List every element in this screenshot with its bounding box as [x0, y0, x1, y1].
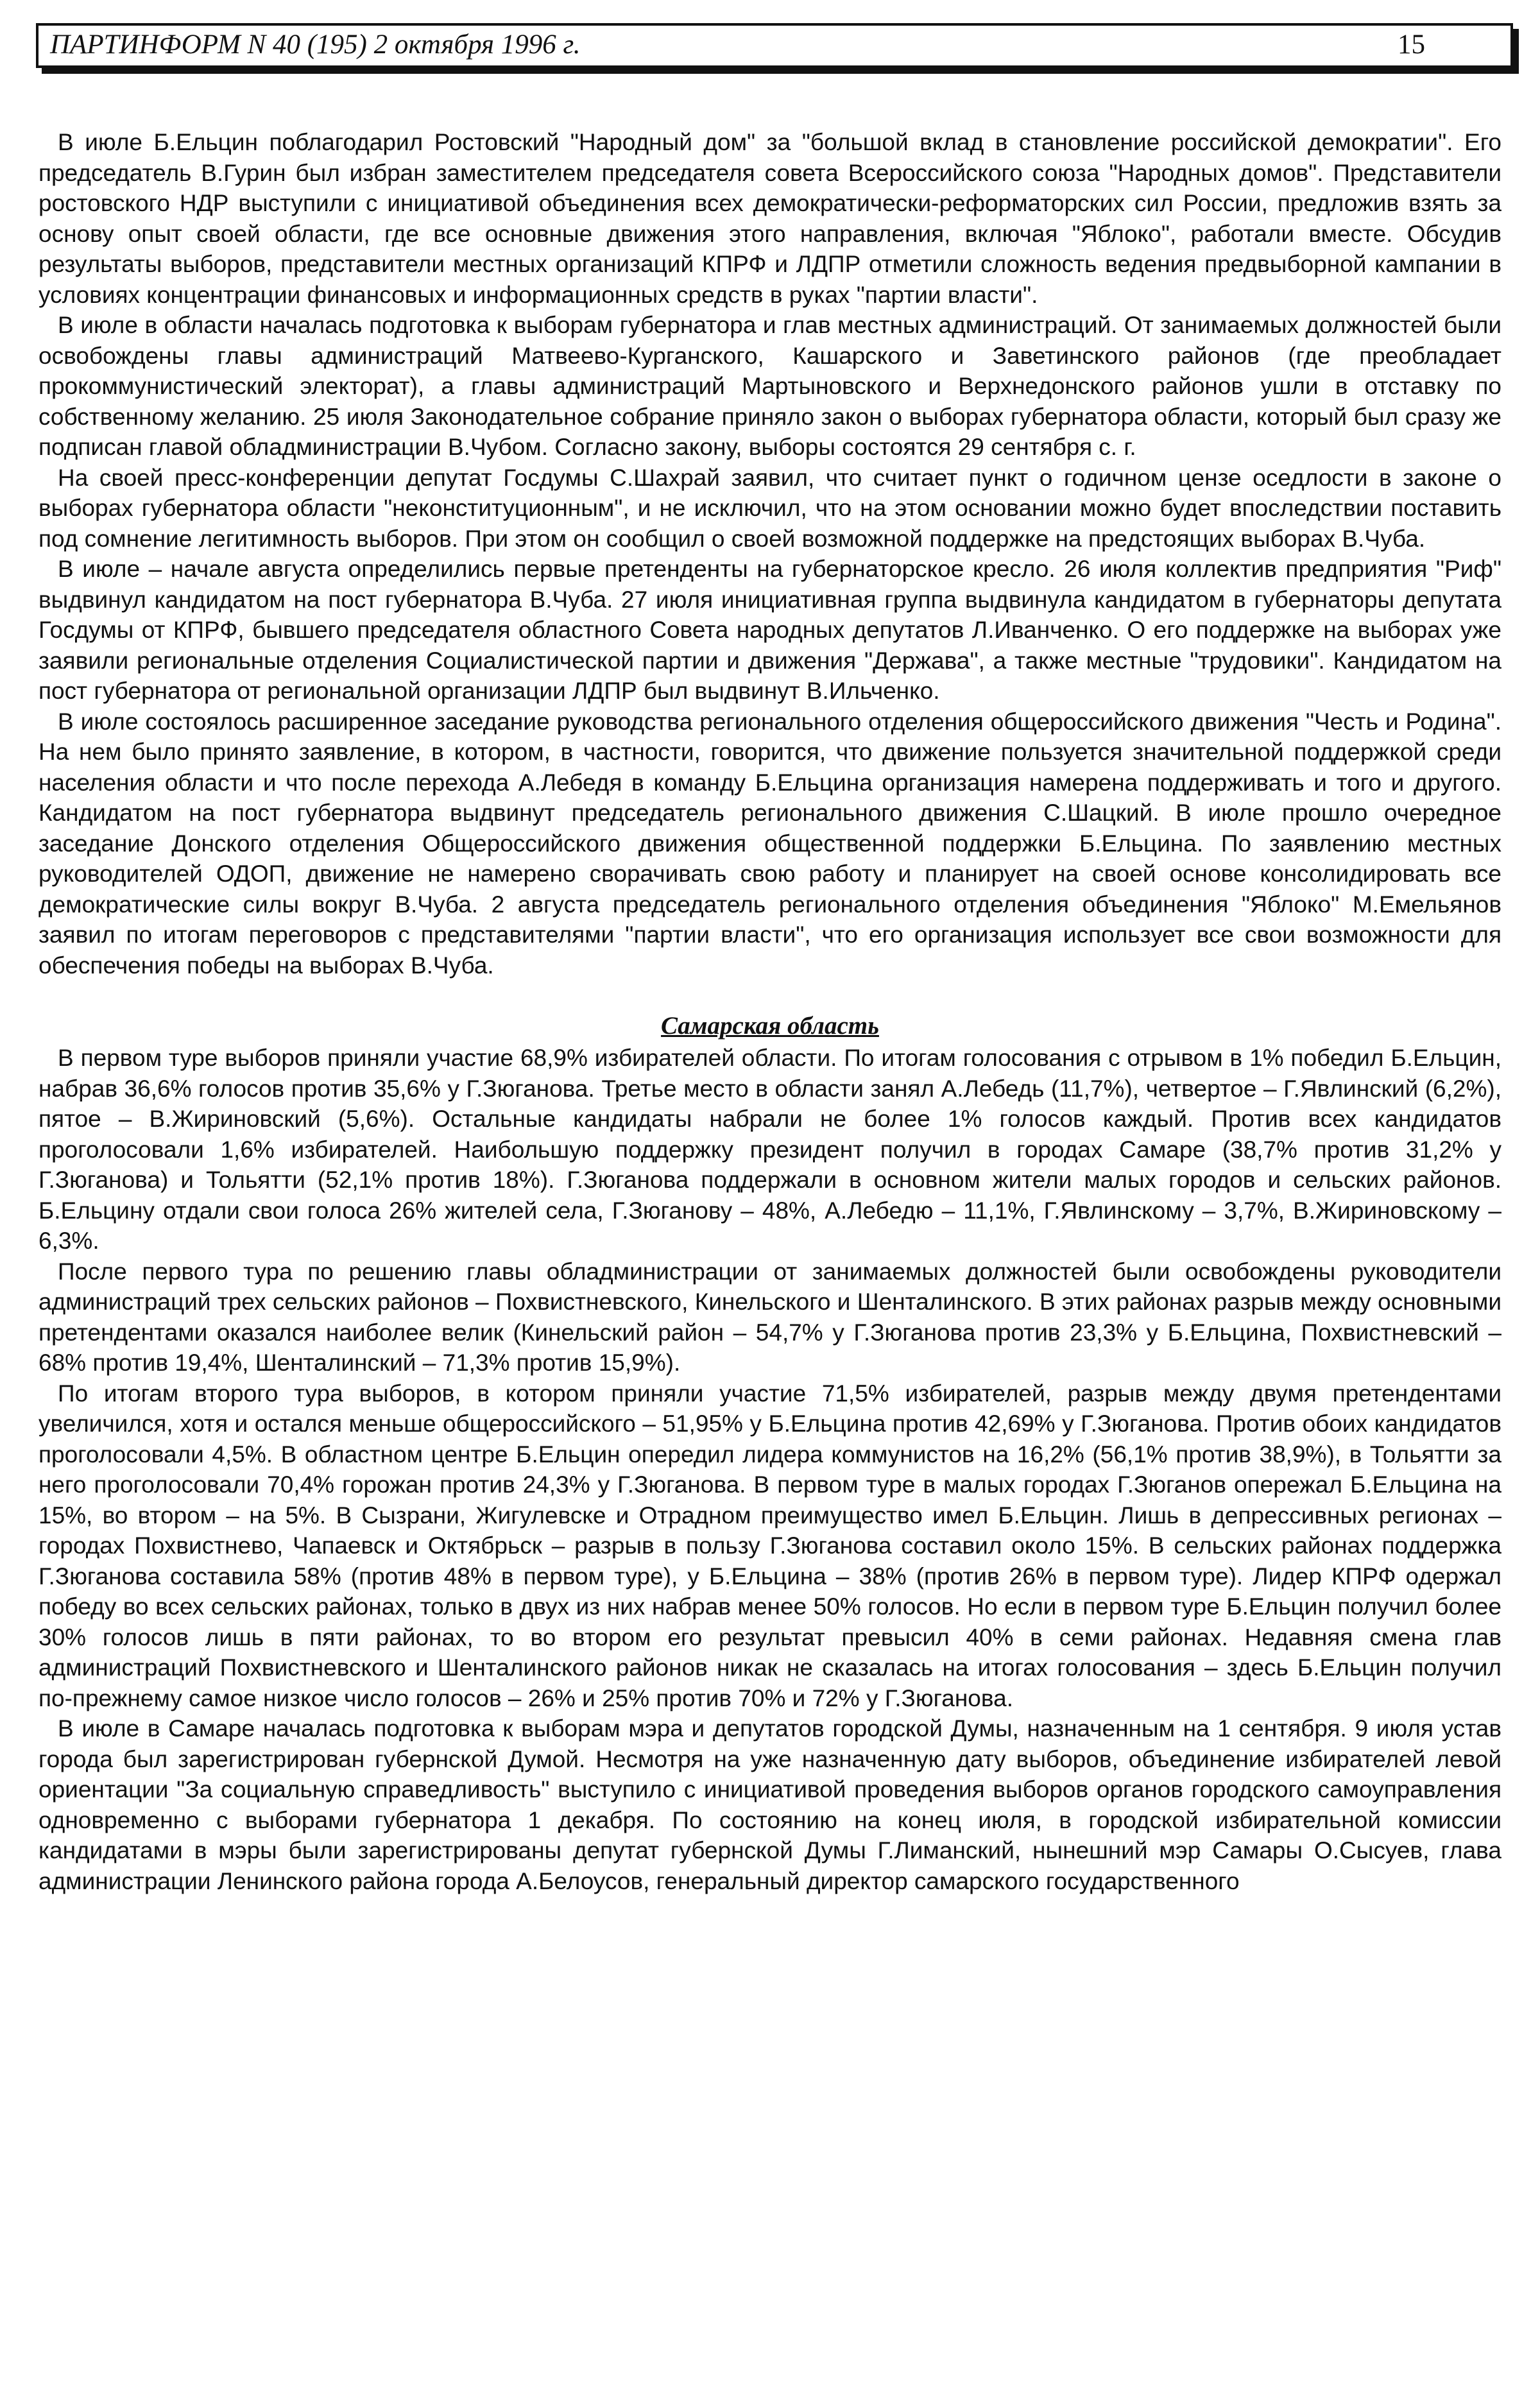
paragraph: По итогам второго тура выборов, в котором приняли участие 71,5% избирателей, разрыв между двумя претендентами увеличился, хотя и остался меньше общероссийского – 51,95% у Б.Ельцина против 42,69% у Г.Зюганова. Против обоих кандидатов проголосовали 4,5%. В областном центре Б.Ельцин опередил лидера коммунистов на 16,2% (56,1% против 38,9%), в Тольятти за него проголосовали 70,4% горожан против 24,3% у Г.Зюганова. В первом туре в малых городах Г.Зюганов опережал Б.Ельцина на 15%, во втором – на 5%. В Сызрани, Жигулевске и Отрадном преимущество имел Б.Ельцин. Лишь в депрессивных регионах – городах Похвистнево, Чапаевск и Октябрьск – разрыв в пользу Г.Зюганова составил около 15%. В сельских районах поддержка Г.Зюганова составила 58% (против 48% в первом туре), у Б.Ельцина – 38% (против 26% в первом туре). Лидер КПРФ одержал победу во всех сельских районах, только в двух из них набрав менее 50% голосов. Но если в первом туре Б.Ельцин получил более 30% голосов лишь в пяти районах, то во втором его результат превысил 40% в семи районах. Недавняя смена глав администраций Похвистневского и Шенталинского районов никак не сказалась на итогах голосования – здесь Б.Ельцин получил по-прежнему самое низкое число голосов – 26% и 25% против 70% и 72% у Г.Зюганова. — [38, 1380, 1502, 1711]
paragraph: В первом туре выборов приняли участие 68,9% избирателей области. По итогам голосования с отрывом в 1% победил Б.Ельцин, набрав 36,6% голосов против 35,6% у Г.Зюганова. Третье место в области занял А.Лебедь (11,7%), четвертое – Г.Явлинский (6,2%), пятое – В.Жириновский (5,6%). Остальные кандидаты набрали не более 1% голосов каждый. Против всех кандидатов проголосовали 1,6% избирателей. Наибольшую поддержку президент получил в городах Самаре (38,7% против 31,2% у Г.Зюганова) и Тольятти (52,1% против 18%). Г.Зюганова поддержали в основном жители малых городов и сельских районов. Б.Ельцину отдали свои голоса 26% жителей села, Г.Зюганову – 48%, А.Лебедю – 11,1%, Г.Явлинскому – 3,7%, В.Жириновскому – 6,3%. — [38, 1045, 1502, 1254]
page-number: 15 — [1398, 30, 1425, 60]
section-heading: Самарская область — [661, 1012, 879, 1040]
paragraph: В июле – начале августа определились первые претенденты на губернаторское кресло. 26 июля коллектив предприятия "Риф" выдвинул кандидатом на пост губернатора В.Чуба. 27 июля инициативная группа выдвинула кандидатом в губернаторы депутата Госдумы от КПРФ, бывшего председателя областного Совета народных депутатов Л.Иванченко. О его поддержке на выборах уже заявили региональные отделения Социалистической партии и движения "Держава", а также местные "трудовики". Кандидатом на пост губернатора от региональной организации ЛДПР был выдвинут В.Ильченко. — [38, 556, 1502, 704]
paragraph: В июле в области началась подготовка к выборам губернатора и глав местных администраций. От занимаемых должностей были освобождены главы администраций Матвеево-Курганского, Кашарского и Заветинского районов (где преобладает прокоммунистический электорат), а главы администраций Мартыновского и Верхнедонского районов ушли в отставку по собственному желанию. 25 июля Законодательное собрание приняло закон о выборах губернатора области, который был сразу же подписан главой обладминистрации В.Чубом. Согласно закону, выборы состоятся 29 сентября с. г. — [38, 312, 1502, 460]
page-header — [36, 23, 1513, 68]
paragraph: На своей пресс-конференции депутат Госдумы С.Шахрай заявил, что считает пункт о годичном цензе оседлости в законе о выборах губернатора области "неконституционным", и не исключил, что на этом основании можно будет впоследствии поставить под сомнение легитимность выборов. При этом он сообщил о своей возможной поддержке на предстоящих выборах В.Чуба. — [38, 464, 1502, 552]
paragraph: В июле в Самаре началась подготовка к выборам мэра и депутатов городской Думы, назначенным на 1 сентября. 9 июля устав города был зарегистрирован губернской Думой. Несмотря на уже назначенную дату выборов, объединение избирателей левой ориентации "За социальную справедливость" выступило с инициативой проведения выборов органов городского самоуправления одновременно с выборами губернатора 1 декабря. По состоянию на конец июля, в городской избирательной комиссии кандидатами в мэры были зарегистрированы депутат губернской Думы Г.Лиманский, нынешний мэр Самары О.Сысуев, глава администрации Ленинского района города А.Белоусов, генеральный директор самарского государственного — [38, 1715, 1502, 1894]
article-body — [38, 127, 1502, 1896]
paragraph: В июле Б.Ельцин поблагодарил Ростовский "Народный дом" за "большой вклад в становление российской демократии". Его председатель В.Гурин был избран заместителем председателя совета Всероссийского союза "Народных домов". Представители ростовского НДР выступили с инициативой объединения всех демократически-реформаторских сил России, предложив взять за основу опыт своей области, где все основные движения этого направления, включая "Яблоко", работали вместе. Обсудив результаты выборов, представители местных организаций КПРФ и ЛДПР отметили сложность ведения предвыборной кампании в условиях концентрации финансовых и информационных средств в руках "партии власти". — [38, 129, 1502, 308]
paragraph: После первого тура по решению главы обладминистрации от занимаемых должностей были освобождены руководители администраций трех сельских районов – Похвистневского, Кинельского и Шенталинского. В этих районах разрыв между основными претендентами оказался наиболее велик (Кинельский район – 54,7% у Г.Зюганова против 23,3% у Б.Ельцина, Похвистневский – 68% против 19,4%, Шенталинский – 71,3% против 15,9%). — [38, 1258, 1502, 1376]
paragraph: В июле состоялось расширенное заседание руководства регионального отделения общероссийского движения "Честь и Родина". На нем было принято заявление, в котором, в частности, говорится, что движение пользуется значительной поддержкой среди населения области и что после перехода А.Лебедя в команду Б.Ельцина организация намерена поддерживать и того и другого. Кандидатом на пост губернатора выдвинут председатель регионального движения С.Шацкий. В июле прошло очередное заседание Донского отделения Общероссийского движения общественной поддержки Б.Ельцина. По заявлению местных руководителей ОДОП, движение не намерено сворачивать свою работу и планирует на своей основе консолидировать все демократические силы вокруг В.Чуба. 2 августа председатель регионального отделения объединения "Яблоко" М.Емельянов заявил по итогам переговоров с представителями "партии власти", что его организация использует все свои возможности для обеспечения победы на выборах В.Чуба. — [38, 708, 1502, 979]
publication-title: ПАРТИНФОРМ N 40 (195) 2 октября 1996 г. — [50, 30, 581, 60]
